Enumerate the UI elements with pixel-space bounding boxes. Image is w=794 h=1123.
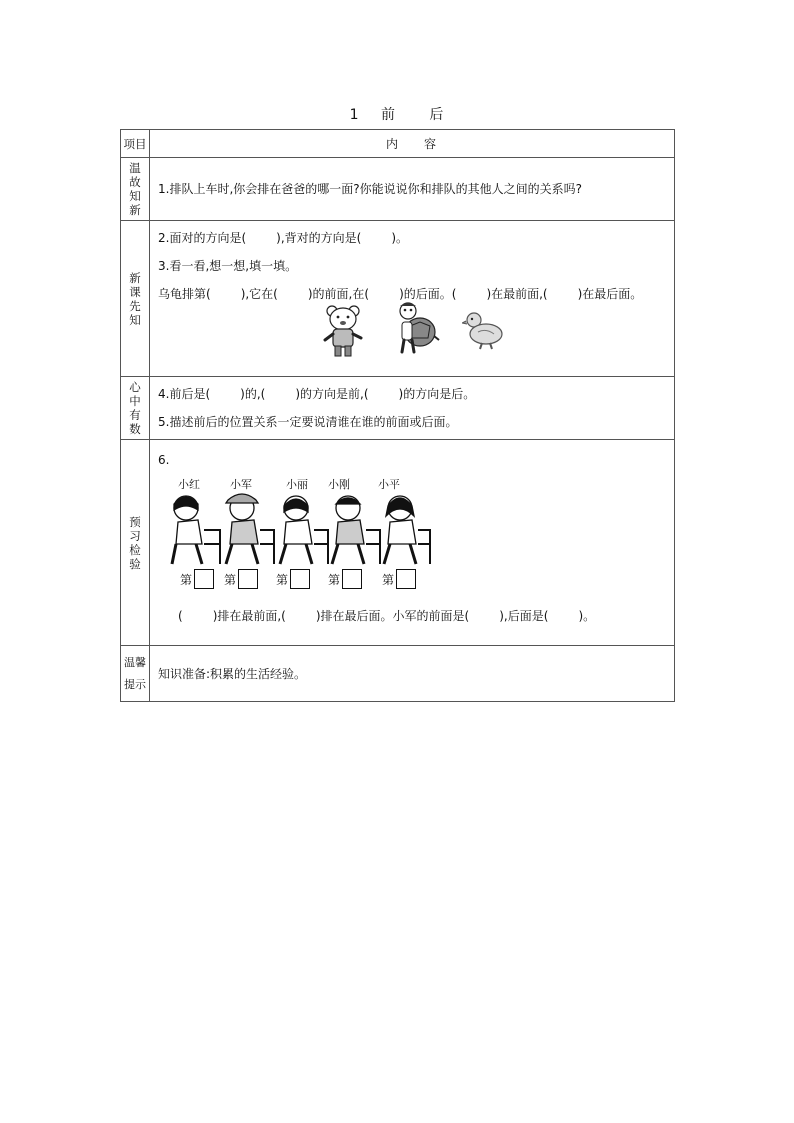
- row-label-text: 预习检验: [129, 514, 141, 571]
- row-content: [150, 440, 675, 646]
- q2-part: 2.面对的方向是(: [158, 231, 247, 245]
- row-label-text: 温故知新: [129, 161, 141, 217]
- ordinal-box[interactable]: [382, 569, 416, 589]
- table-header-row: [121, 130, 675, 158]
- answer-box[interactable]: [194, 569, 214, 589]
- duck-illustration: [462, 310, 506, 350]
- question-4: [158, 386, 674, 402]
- q3-part: )在最后面。: [577, 287, 643, 301]
- tip-text: 知识准备:积累的生活经验。: [158, 666, 307, 681]
- question-6-fill: [178, 608, 674, 624]
- bear-illustration: [320, 304, 368, 358]
- row-label: [121, 221, 150, 377]
- q4-part: )的方向是前,(: [295, 387, 369, 401]
- question-5: 5.描述前后的位置关系一定要说清谁在谁的前面或后面。: [158, 415, 458, 429]
- ordinal-box[interactable]: [224, 569, 258, 589]
- table-row: [121, 646, 675, 702]
- ordinal-box[interactable]: [180, 569, 214, 589]
- row-label: [121, 377, 150, 440]
- title-word-back: 后: [429, 107, 445, 123]
- q3-part: )的后面。(: [399, 287, 457, 301]
- header-item: 项目: [121, 130, 150, 158]
- q6-part: (: [178, 609, 183, 623]
- q2-part: )。: [391, 231, 409, 245]
- children-illustration: [158, 468, 674, 608]
- header-content-char-2: 容: [424, 137, 439, 151]
- answer-box[interactable]: [396, 569, 416, 589]
- kid-name: 小平: [378, 478, 400, 491]
- q3-part: 乌龟排第(: [158, 287, 211, 301]
- row-content: [150, 158, 675, 221]
- q4-part: )的,(: [240, 387, 266, 401]
- table-row: [121, 221, 675, 377]
- question-3-fill: [158, 286, 674, 302]
- q4-part: 4.前后是(: [158, 387, 211, 401]
- kid-name: 小丽: [286, 478, 308, 491]
- ordinal-box[interactable]: [276, 569, 310, 589]
- table-row: [121, 440, 675, 646]
- question-6: 6.: [158, 453, 170, 467]
- kid-name: 小刚: [328, 478, 350, 491]
- row-content: [150, 221, 675, 377]
- q3-part: )在最前面,(: [486, 287, 548, 301]
- row-content: [150, 646, 675, 702]
- title-number: 1: [349, 107, 360, 123]
- table-row: [121, 377, 675, 440]
- lesson-table: [120, 129, 675, 702]
- ordinal-label: 第: [276, 572, 289, 587]
- row-label: [121, 646, 150, 702]
- kid-name: 小红: [178, 478, 200, 491]
- header-content: [150, 130, 675, 158]
- ordinal-box[interactable]: [328, 569, 362, 589]
- header-content-char-1: 内: [385, 137, 400, 151]
- question-2: [158, 230, 674, 246]
- ordinal-label: 第: [328, 572, 341, 587]
- row-label: [121, 440, 150, 646]
- q6-part: )排在最后面。小军的前面是(: [315, 609, 470, 623]
- kid-name: 小军: [230, 478, 252, 491]
- row-label-text: 温馨: [124, 655, 146, 669]
- page-title: [0, 104, 794, 124]
- q6-part: )。: [578, 609, 596, 623]
- question-3: 3.看一看,想一想,填一填。: [158, 259, 298, 273]
- q4-part: )的方向是后。: [398, 387, 476, 401]
- row-label-text: 提示: [124, 677, 146, 691]
- q2-part: ),背对的方向是(: [276, 231, 362, 245]
- ordinal-label: 第: [382, 572, 395, 587]
- animal-illustration: [158, 302, 674, 354]
- table-row: [121, 158, 675, 221]
- row-label-text: 心中有数: [129, 380, 141, 436]
- question-1: 1.排队上车时,你会排在爸爸的哪一面?你能说说你和排队的其他人之间的关系吗?: [158, 182, 583, 196]
- ordinal-label: 第: [224, 572, 237, 587]
- q3-part: )的前面,在(: [307, 287, 370, 301]
- answer-box[interactable]: [238, 569, 258, 589]
- row-label-text: 新课先知: [129, 270, 141, 327]
- children-seated-illustration: [162, 490, 432, 570]
- ordinal-label: 第: [180, 572, 193, 587]
- answer-box[interactable]: [290, 569, 310, 589]
- title-word-front: 前: [380, 107, 396, 123]
- q3-part: ),它在(: [240, 287, 278, 301]
- row-label: [121, 158, 150, 221]
- q6-part: )排在最前面,(: [212, 609, 286, 623]
- answer-box[interactable]: [342, 569, 362, 589]
- turtle-illustration: [390, 302, 440, 356]
- row-content: [150, 377, 675, 440]
- q6-part: ),后面是(: [499, 609, 549, 623]
